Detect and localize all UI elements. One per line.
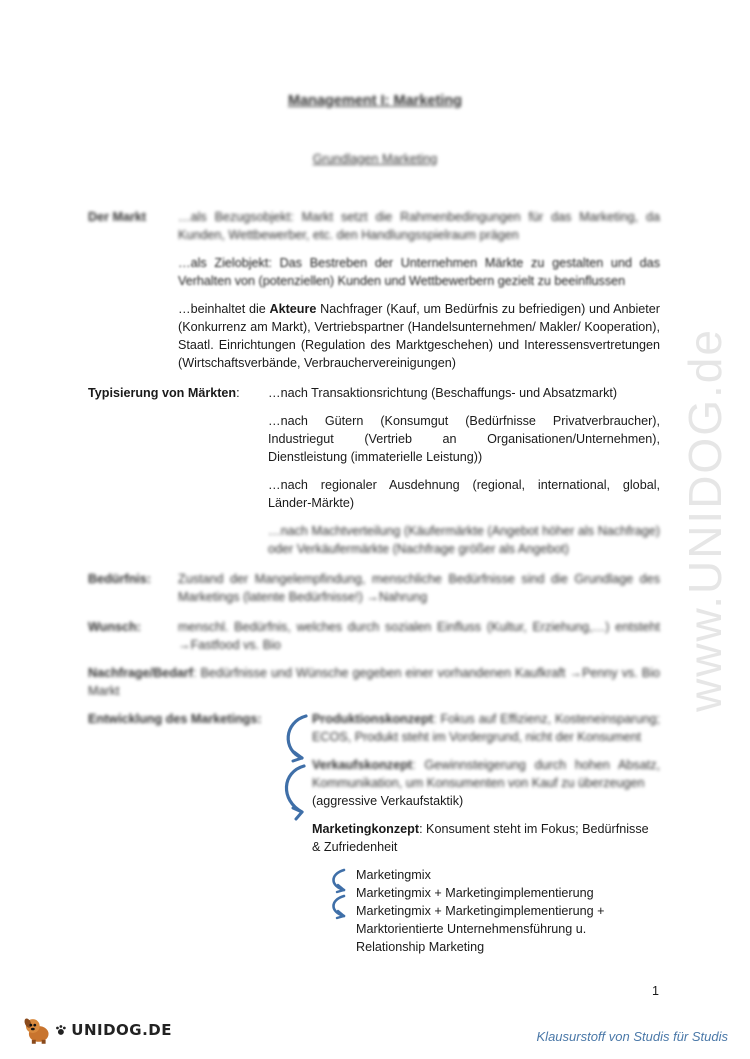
produktionskonzept-text: : Fokus auf Effizienz, Kosteneinsparung; ECOS, Produkt steht im Vordergrund, nicht der Konsument bbox=[312, 712, 660, 744]
list-item: Marketingmix + Marketingimplementierung + bbox=[356, 904, 605, 918]
list-item: Relationship Marketing bbox=[356, 940, 485, 954]
logo-text: UNIDOG.DE bbox=[71, 1021, 172, 1039]
markt-label: Der Markt bbox=[88, 210, 147, 224]
nachfrage-paragraph bbox=[88, 664, 660, 700]
unidog-logo bbox=[22, 1012, 172, 1048]
beduerfnis-text: Zustand der Mangelempfindung, menschliche Bedürfnisse sind die Grundlage des Marketings (latente Bedürfnisse!) →Nahrung bbox=[178, 572, 660, 604]
markt-paragraph-2: …als Zielobjekt: Das Bestreben der Unternehmen Märkte zu gestalten und das Verhalten von (potenziellen) Kunden und Wettbewerbern gezielt zu beeinflussen bbox=[178, 256, 660, 288]
wunsch-text: menschl. Bedürfnis, welches durch sozialen Einfluss (Kultur, Erziehung,…) entsteht →Fastfood vs. Bio bbox=[178, 620, 660, 652]
marketingmix-list bbox=[356, 866, 656, 956]
typisierung-paragraph-3: …nach regionaler Ausdehnung (regional, international, global, Länder-Märkte) bbox=[268, 478, 660, 510]
markt-paragraph-1: …als Bezugsobjekt: Markt setzt die Rahmenbedingungen für das Marketing, da Kunden, Wettbewerber, etc. den Handlungsspielraum prägen bbox=[178, 210, 660, 242]
brace-arrow-icon bbox=[322, 866, 354, 926]
verkaufskonzept-text: : Gewinnsteigerung durch hohen Absatz, Kommunikation, um Konsumenten von Kauf zu überzeugen bbox=[312, 758, 660, 790]
produktionskonzept-title: Produktionskonzept bbox=[312, 712, 434, 726]
watermark bbox=[665, 300, 745, 740]
document-title: Management I: Marketing bbox=[287, 93, 463, 109]
markt-paragraph-3 bbox=[178, 300, 660, 372]
nachfrage-text: : Bedürfnisse und Wünsche gegeben einer vorhandenen Kaufkraft →Penny vs. Bio Markt bbox=[88, 666, 660, 698]
verkaufskonzept bbox=[312, 756, 660, 792]
curved-arrow-icon bbox=[272, 708, 316, 824]
typisierung-label-wrap bbox=[88, 384, 240, 402]
list-item: Marktorientierte Unternehmensführung u. bbox=[356, 922, 587, 936]
watermark-text: www.UNIDOG.de bbox=[679, 328, 732, 712]
markt-p3-post: Nachfrager (Kauf, um Bedürfnis zu befriedigen) und Anbieter (Konkurrenz am Markt), Vertriebspartner (Handelsunternehmen/ Makler/ Kooperation), Staatl. Einrichtungen (Regulation des Marktgeschehen) und Interessensvertretungen (Wirtschaftsverbände, Verbrauchervereinigungen) bbox=[178, 302, 660, 370]
produktionskonzept bbox=[312, 710, 660, 746]
marketingkonzept-text: : Konsument steht im Fokus; Bedürfnisse & Zufriedenheit bbox=[312, 822, 649, 854]
beduerfnis-label: Bedürfnis: bbox=[88, 572, 151, 586]
dog-icon bbox=[22, 1014, 53, 1046]
typisierung-paragraph-1: …nach Transaktionsrichtung (Beschaffungs- und Absatzmarkt) bbox=[268, 386, 618, 400]
typisierung-colon: : bbox=[236, 386, 240, 400]
nachfrage-label: Nachfrage/Bedarf bbox=[88, 666, 193, 680]
page-number: 1 bbox=[652, 984, 660, 998]
footer-slogan: Klausurstoff von Studis für Studis bbox=[536, 1029, 728, 1044]
entwicklung-label: Entwicklung des Marketings: bbox=[88, 712, 262, 726]
markt-p3-bold: Akteure bbox=[269, 302, 317, 316]
verkaufskonzept-tail: (aggressive Verkaufstaktik) bbox=[312, 794, 464, 808]
list-item: Marketingmix bbox=[356, 868, 431, 882]
marketingkonzept-title: Marketingkonzept bbox=[312, 822, 420, 836]
typisierung-paragraph-4: …nach Machtverteilung (Käufermärkte (Angebot höher als Nachfrage) oder Verkäufermärkte (Nachfrage größer als Angebot) bbox=[268, 524, 660, 556]
list-item: Marketingmix + Marketingimplementierung bbox=[356, 886, 594, 900]
typisierung-paragraph-2: …nach Gütern (Konsumgut (Bedürfnisse Privatverbraucher), Industriegut (Vertrieb an Organisationen/Unternehmen), Dienstleistung (immaterielle Leistung)) bbox=[268, 414, 660, 464]
paw-icon bbox=[55, 1024, 67, 1036]
document-subtitle: Grundlagen Marketing bbox=[312, 152, 438, 166]
typisierung-label: Typisierung von Märkten bbox=[88, 386, 237, 400]
verkaufskonzept-title: Verkaufskonzept bbox=[312, 758, 413, 772]
marketingkonzept bbox=[312, 820, 660, 856]
wunsch-label: Wunsch: bbox=[88, 620, 141, 634]
markt-p3-pre: …beinhaltet die bbox=[178, 302, 270, 316]
